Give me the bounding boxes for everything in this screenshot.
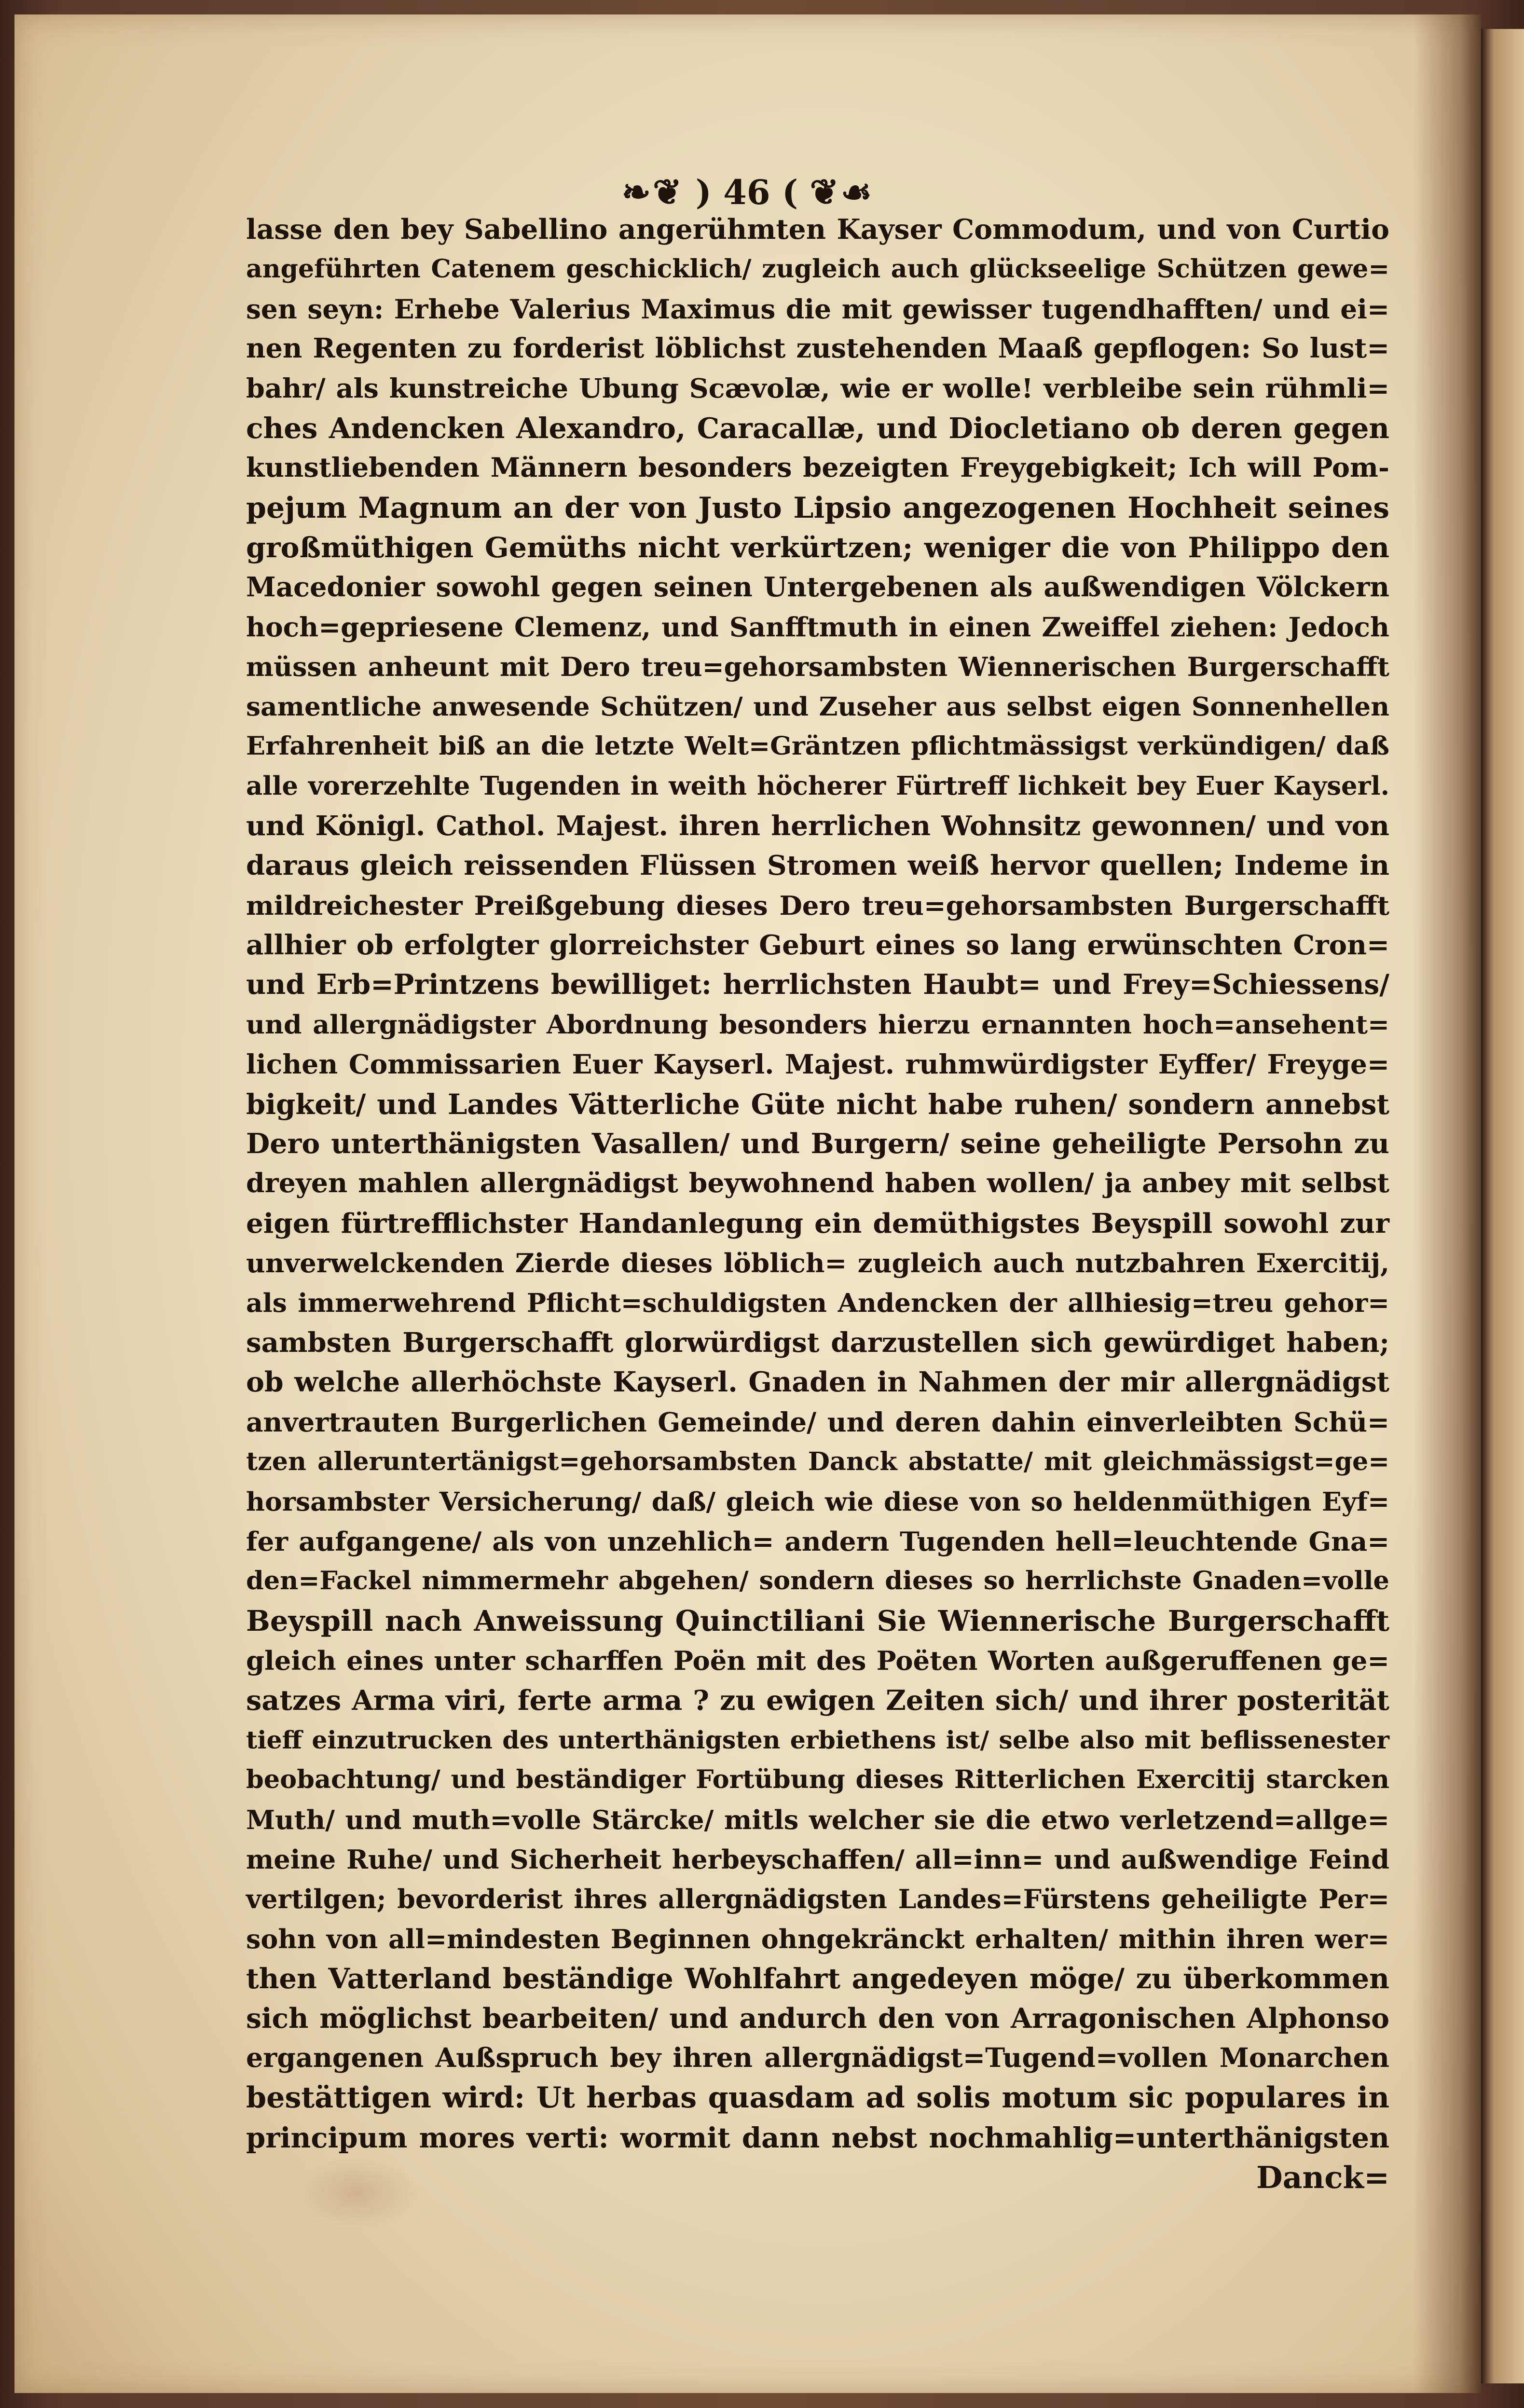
text-line: und allergnädigster Abordnung besonders hierzu ernannten hoch=ansehent= bbox=[246, 1009, 1389, 1040]
text-line: Erfahrenheit biß an die letzte Welt=Gräntzen pflichtmässigst verkündigen/ daß bbox=[246, 731, 1389, 761]
text-line: und Königl. Cathol. Majest. ihren herrlichen Wohnsitz gewonnen/ und von bbox=[246, 810, 1389, 842]
text-line: vertilgen; bevorderist ihres allergnädigsten Landes=Fürstens geheiligte Per= bbox=[246, 1884, 1389, 1915]
text-line: sich möglichst bearbeiten/ und andurch den von Arragonischen Alphonso bbox=[246, 2002, 1389, 2035]
text-line: bahr/ als kunstreiche Ubung Scævolæ, wie er wolle! verbleibe sein rühmli= bbox=[246, 372, 1389, 404]
text-line: eigen fürtrefflichster Handanlegung ein demüthigstes Beyspill sowohl zur bbox=[246, 1207, 1389, 1239]
text-line: und Erb=Printzens bewilliget: herrlichsten Haubt= und Frey=Schiessens/ bbox=[246, 969, 1389, 1001]
text-line: alle vorerzehlte Tugenden in weith höcherer Fürtreff lichkeit bey Euer Kayserl. bbox=[246, 771, 1389, 801]
text-line: den=Fackel nimmermehr abgehen/ sondern dieses so herrlichste Gnaden=volle bbox=[246, 1566, 1389, 1596]
text-line: lichen Commissarien Euer Kayserl. Majest. ruhmwürdigster Eyffer/ Freyge= bbox=[246, 1048, 1389, 1080]
text-line: beobachtung/ und beständiger Fortübung dieses Ritterlichen Exercitij starcken bbox=[246, 1765, 1389, 1795]
text-line: daraus gleich reissenden Flüssen Stromen weiß hervor quellen; Indeme in bbox=[246, 850, 1389, 882]
text-line: gleich eines unter scharffen Poën mit des Poëten Worten außgeruffenen ge= bbox=[246, 1645, 1389, 1677]
text-line: großmüthigen Gemüths nicht verkürtzen; weniger die von Philippo den bbox=[246, 531, 1389, 564]
text-line: Muth/ und muth=volle Stärcke/ mitls welcher sie die etwo verletzend=allge= bbox=[246, 1804, 1389, 1835]
text-line: anvertrauten Burgerlichen Gemeinde/ und deren dahin einverleibten Schü= bbox=[246, 1406, 1389, 1438]
text-line: ches Andencken Alexandro, Caracallæ, und Diocletiano ob deren gegen bbox=[246, 411, 1389, 445]
text-line: pejum Magnum an der von Justo Lipsio angezogenen Hochheit seines bbox=[246, 491, 1389, 525]
text-line: meine Ruhe/ und Sicherheit herbeyschaffen/ all=inn= und außwendige Feind bbox=[246, 1844, 1389, 1875]
body-text bbox=[246, 210, 1389, 2198]
text-line: fer aufgangene/ als von unzehlich= andern Tugenden hell=leuchtende Gna= bbox=[246, 1526, 1389, 1557]
page-gutter-shadow bbox=[1414, 14, 1481, 2393]
text-line: unverwelckenden Zierde dieses löblich= zugleich auch nutzbahren Exercitij, bbox=[246, 1248, 1389, 1279]
ornament-right-icon: ❦☙ bbox=[810, 171, 874, 212]
catchword: Danck= bbox=[1256, 2160, 1389, 2196]
text-line: angeführten Catenem geschicklich/ zugleich auch glückseelige Schützen gewe= bbox=[246, 254, 1389, 284]
text-line: lasse den bey Sabellino angerühmten Kayser Commodum, und von Curtio bbox=[246, 214, 1389, 246]
text-line: allhier ob erfolgter glorreichster Geburt eines so lang erwünschten Cron= bbox=[246, 929, 1389, 962]
text-line: principum mores verti: wormit dann nebst nochmahlig=unterthänigsten bbox=[246, 2121, 1389, 2154]
page-number: ) 46 ( bbox=[695, 172, 798, 212]
text-line: als immerwehrend Pflicht=schuldigsten Andencken der allhiesig=treu gehor= bbox=[246, 1287, 1389, 1318]
next-page-edge bbox=[1481, 29, 1524, 2383]
text-line: ob welche allerhöchste Kayserl. Gnaden in Nahmen der mir allergnädigst bbox=[246, 1366, 1389, 1399]
text-line: samentliche anwesende Schützen/ und Zuseher aus selbst eigen Sonnenhellen bbox=[246, 691, 1389, 722]
text-line: bestättigen wird: Ut herbas quasdam ad solis motum sic populares in bbox=[246, 2080, 1389, 2115]
text-line: mildreichester Preißgebung dieses Dero treu=gehorsambsten Burgerschafft bbox=[246, 890, 1389, 921]
text-line: nen Regenten zu forderist löblichst zustehenden Maaß gepflogen: So lust= bbox=[246, 333, 1389, 365]
text-line: sambsten Burgerschafft glorwürdigst darzustellen sich gewürdiget haben; bbox=[246, 1326, 1389, 1359]
text-line: Beyspill nach Anweissung Quinctiliani Sie Wiennerische Burgerschafft bbox=[246, 1604, 1389, 1637]
text-line: tzen alleruntertänigst=gehorsambsten Danck abstatte/ mit gleichmässigst=ge= bbox=[246, 1447, 1389, 1477]
text-line: tieff einzutrucken des unterthänigsten erbiethens ist/ selbe also mit beflissenester bbox=[246, 1725, 1389, 1754]
text-line: dreyen mahlen allergnädigst beywohnend haben wollen/ ja anbey mit selbst bbox=[246, 1168, 1389, 1199]
text-line: ergangenen Außspruch bey ihren allergnädigst=Tugend=vollen Monarchen bbox=[246, 2042, 1389, 2074]
text-line: then Vatterland beständige Wohlfahrt angedeyen möge/ zu überkommen bbox=[246, 1962, 1389, 1995]
text-line: kunstliebenden Männern besonders bezeigten Freygebigkeit; Ich will Pom- bbox=[246, 452, 1389, 484]
ornament-left-icon: ❧❦ bbox=[621, 171, 684, 212]
text-line: bigkeit/ und Landes Vätterliche Güte nicht habe ruhen/ sondern annebst bbox=[246, 1087, 1389, 1121]
text-line: sohn von all=mindesten Beginnen ohngekränckt erhalten/ mithin ihren wer= bbox=[246, 1923, 1389, 1954]
text-line: sen seyn: Erhebe Valerius Maximus die mit gewisser tugendhafften/ und ei= bbox=[246, 293, 1389, 325]
text-line: hoch=gepriesene Clemenz, und Sanfftmuth in einen Zweiffel ziehen: Jedoch bbox=[246, 611, 1389, 643]
text-line: Macedonier sowohl gegen seinen Untergebenen als außwendigen Völckern bbox=[246, 571, 1389, 603]
text-line: Dero unterthänigsten Vasallen/ und Burgern/ seine geheiligte Persohn zu bbox=[246, 1128, 1389, 1160]
text-line: satzes Arma viri, ferte arma ? zu ewigen Zeiten sich/ und ihrer posterität bbox=[246, 1684, 1389, 1717]
text-line: müssen anheunt mit Dero treu=gehorsambsten Wiennerischen Burgerschafft bbox=[246, 651, 1389, 683]
text-line: horsambster Versicherung/ daß/ gleich wie diese von so heldenmüthigen Eyf= bbox=[246, 1486, 1389, 1517]
